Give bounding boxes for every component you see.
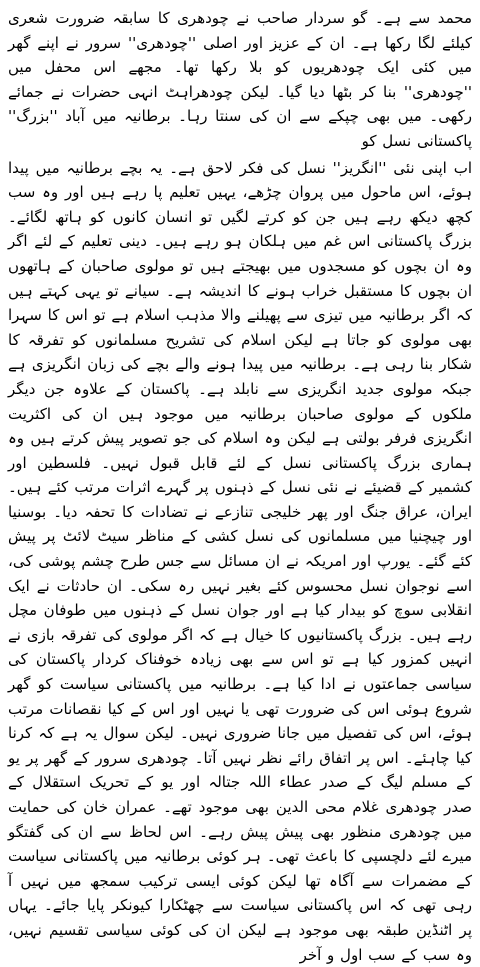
paragraph-intro: محمد سے ہے۔ گو سردار صاحب نے چودھری کا سابقہ ضرورت شعری کیلئے لگا رکھا ہے۔ ان کے عزیز اور اصلی ''چودھری'' سرور نے اپنے گھر میں کئی ایک چودھریوں کو بلا رکھا تھا۔ مجھے اس محفل میں ''چودھری'' بنا کر بٹھا دیا گیا۔ لیکن چودھراہٹ انہی حضرات نے جمائے رکھی۔ میں بھی چپکے سے ان کی سنتا رہا۔ برطانیہ میں آباد ''بزرگ'' پاکستانی نسل کو — [8, 9, 472, 150]
paragraph-main: اب اپنی نئی ''انگریز'' نسل کی فکر لاحق ہے۔ یہ بچے برطانیہ میں پیدا ہوئے، اس ماحول میں پروان چڑھے، یہیں تعلیم پا رہے ہیں اور وہ سب کچھ دیکھ رہے ہیں جن کو کرتے لگیں تو انسان کانوں کو ہاتھ لگائے۔ بزرگ پاکستانی اس غم میں ہلکان ہو رہے ہیں۔ دینی تعلیم کے لئے اگر وہ ان بچوں کو مسجدوں میں بھیجتے ہیں تو مولوی صاحبان کے ہاتھوں ان بچوں کا مستقبل خراب ہونے کا اندیشہ ہے۔ سیانے تو یہی کہتے ہیں کہ اگر برطانیہ میں تیزی سے پھیلنے والا مذہب اسلام ہے تو اس کا سہرا بھی مولوی کو جاتا ہے لیکن اسلام کی تشریح مسلمانوں کو تفرقہ کا شکار بنا رہی ہے۔ برطانیہ میں پیدا ہونے والے بچے کی زبان انگریزی ہے جبکہ مولوی جدید انگریزی سے نابلد ہے۔ پاکستان کے علاوہ جن دیگر ملکوں کے مولوی صاحبان برطانیہ میں موجود ہیں ان کی اکثریت انگریزی فرفر بولتی ہے لیکن وہ اسلام کی جو تصویر پیش کرتے ہیں وہ ہماری بزرگ پاکستانی نسل کے لئے قابل قبول نہیں۔ فلسطین اور کشمیر کے قضیئے نے نئی نسل کے ذہنوں پر گہرے اثرات مرتب کئے ہیں۔ ایران، عراق جنگ اور پھر خلیجی تنازعے نے تضادات کا تحفہ دیا۔ بوسنیا اور چیچنیا میں مسلمانوں کی نسل کشی کے مناظر سیٹ لائٹ پر پیش کئے گئے۔ یورپ اور امریکہ نے ان مسائل سے جس طرح چشم پوشی کی، اسے نوجوان نسل محسوس کئے بغیر نہیں رہ سکی۔ ان حادثات نے ایک انقلابی سوچ کو بیدار کیا ہے اور جوان نسل کے ذہنوں میں طوفان مچل رہے ہیں۔ بزرگ پاکستانیوں کا خیال ہے کہ اگر مولوی کی تفرقہ بازی نے انہیں کمزور کیا ہے تو اس سے بھی زیادہ خوفناک کردار پاکستان کی سیاسی جماعتوں نے ادا کیا ہے۔ برطانیہ میں پاکستانی سیاست کو گھر شروع ہوئی اس کی ضرورت تھی یا نہیں اور اس کے کیا نقصانات مرتب ہوئے، اس کی تفصیل میں جانا ضروری نہیں۔ لیکن سوال یہ ہے کہ کرنا کیا چاہئے۔ اس پر اتفاق رائے نظر نہیں آتا۔ چودھری سرور کے گھر پر یو کے مسلم لیگ کے صدر عطاء اللہ جتالہ اور یو کے تحریک استقلال کے صدر چودھری غلام محی الدین بھی موجود تھے۔ عمران خان کی حمایت میں چودھری منظور بھی پیش پیش رہے۔ اس لحاظ سے ان کی گفتگو میرے لئے دلچسپی کا باعث تھی۔ ہر کوئی برطانیہ میں پاکستانی سیاست کے مضمرات سے آگاہ تھا لیکن کوئی ایسی ترکیب سمجھ میں نہیں آ رہی تھی کہ اس پاکستانی سیاست سے چھٹکارا کیونکر پایا جائے۔ یہاں پر اٹنڈین طبقہ بھی موجود ہے لیکن ان کی کوئی سیاسی تقسیم نہیں، وہ سب کے سب اول و آخر — [8, 158, 472, 964]
